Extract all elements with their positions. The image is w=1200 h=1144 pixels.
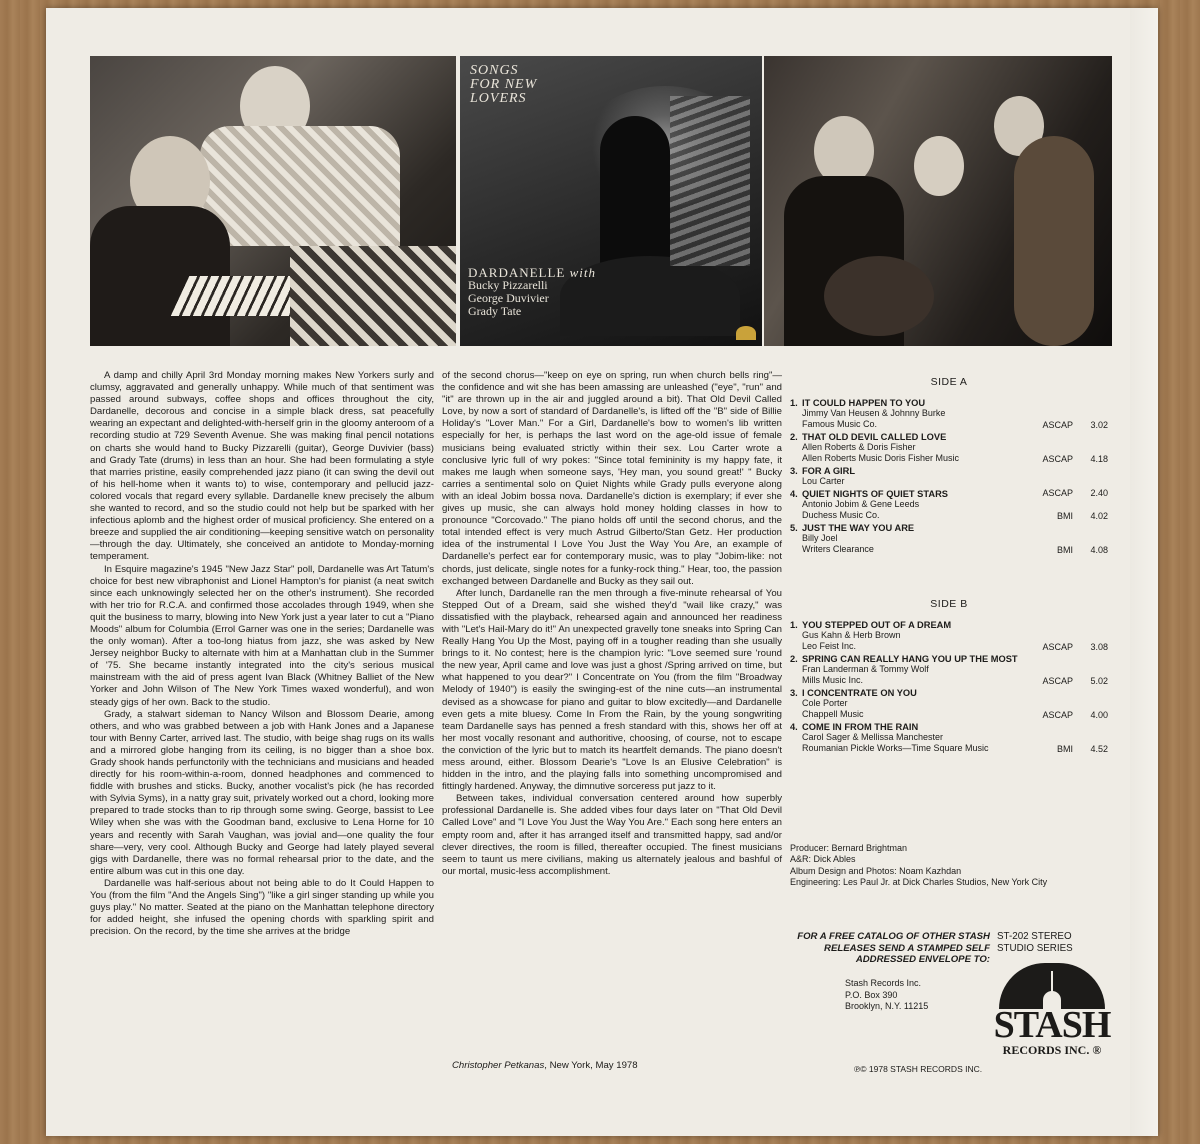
track-item: 1. IT COULD HAPPEN TO YOU Jimmy Van Heusen & Johnny Burke Famous Music Co. ASCAP 3.02 bbox=[790, 398, 1108, 430]
track-title: JUST THE WAY YOU ARE bbox=[802, 523, 915, 533]
track-publisher: Duchess Music Co. bbox=[802, 510, 880, 520]
track-title: QUIET NIGHTS OF QUIET STARS bbox=[802, 489, 948, 499]
track-license-time: BMI 4.02 bbox=[1056, 511, 1108, 521]
track-publisher: Leo Feist Inc. bbox=[802, 641, 857, 651]
track-title: SPRING CAN REALLY HANG YOU UP THE MOST bbox=[802, 654, 1018, 664]
notes-paragraph: Grady, a stalwart sideman to Nancy Wilson and Blossom Dearie, among others, and who was grabbed between a job with Hank Jones and a Japanese tour with Benny Carter, arrived last. The studio, with beige shag rugs on its walls and a mirrored globe hanging from its ceiling, is no bigger than a shoe box. Grady shook hands perfunctorily with the technicians and musicians and headed directly for his room-within-a-room, donned headphones and commenced to fiddle with brushes and sticks. Bucky, another vocalist's pick (he has recorded with Sylvia Syms), in a natty gray suit, privately worked out a chord, looking more prepared to trade stocks than to rip through some swing. George, bassist to Lee Wiley when she was with the Goodman band, exclusive to Lena Horne for 10 years and recently with Sarah Vaughan, was jovial and—one quality the four share—very, very cool. Although Bucky and George had lately played several gigs with Dardanelle, there was no formal rehearsal prior to the date, and the entire album was cut in this one day. bbox=[90, 708, 434, 877]
author-signature: Christopher Petkanas, New York, May 1978 bbox=[452, 1060, 638, 1071]
track-writers: Jimmy Van Heusen & Johnny Burke bbox=[802, 408, 946, 418]
track-item: 3. I CONCENTRATE ON YOU Cole Porter Chappell Music ASCAP 4.00 bbox=[790, 688, 1108, 720]
side-b-title: SIDE B bbox=[930, 598, 968, 610]
track-item: 3. FOR A GIRL Lou Carter ASCAP 2.40 bbox=[790, 466, 1108, 498]
track-writers: Gus Kahn & Herb Brown bbox=[802, 630, 901, 640]
track-item: 4. QUIET NIGHTS OF QUIET STARS Antonio Jobim & Gene Leeds Duchess Music Co. BMI 4.02 bbox=[790, 489, 1108, 521]
track-writers: Billy Joel bbox=[802, 533, 838, 543]
track-publisher: Allen Roberts Music Doris Fisher Music bbox=[802, 453, 960, 463]
track-writers: Carol Sager & Mellissa Manchester bbox=[802, 732, 944, 742]
photo-piano-session bbox=[90, 56, 456, 346]
track-license-time: ASCAP 4.18 bbox=[1042, 454, 1108, 464]
track-writers: Fran Landerman & Tommy Wolf bbox=[802, 664, 929, 674]
notes-paragraph: Between takes, individual conversation centered around how superbly professional Dardanelle is. She added vibes four days later on "That Old Devil Called Love" and "I Love You Just the Way You Are." Each song here enters an empty room and, after it has arranged itself and transmitted happy, sad and/or clever directives, the room is filled, thereafter occupied. The finest musicians seem to taunt us mere civilians, making us alternately jealous and bashful of our mortal, music-less accomplishment. bbox=[442, 793, 782, 877]
record-disc-icon bbox=[999, 963, 1105, 1009]
track-license-time: BMI 4.52 bbox=[1056, 744, 1108, 754]
track-title: COME IN FROM THE RAIN bbox=[802, 722, 919, 732]
track-license-time: ASCAP 3.08 bbox=[1042, 642, 1108, 652]
catalog-serial: ST-202 STEREO STUDIO SERIES bbox=[997, 931, 1073, 954]
track-license-time: BMI 4.08 bbox=[1056, 545, 1108, 555]
track-item: 5. JUST THE WAY YOU ARE Billy Joel Writers Clearance BMI 4.08 bbox=[790, 523, 1108, 555]
track-publisher: Writers Clearance bbox=[802, 544, 874, 554]
side-a-title: SIDE A bbox=[930, 376, 968, 388]
track-license-time: ASCAP 2.40 bbox=[1042, 488, 1108, 498]
notes-paragraph: Dardanelle was half-serious about not being able to do It Could Happen to You (from the film "And the Angels Sing") "like a girl singer standing up while you guys play." No matter. Seated at the piano on the Manhattan telephone directory for added height, she infused the opening chords with sparkling spirit and precision. On the record, by the time she arrives at the bridge bbox=[90, 877, 434, 938]
track-license-time: ASCAP 3.02 bbox=[1042, 420, 1108, 430]
photo-trio-session bbox=[764, 56, 1112, 346]
track-title: IT COULD HAPPEN TO YOU bbox=[802, 398, 926, 408]
album-cover-image bbox=[460, 56, 762, 346]
track-title: YOU STEPPED OUT OF A DREAM bbox=[802, 620, 952, 630]
track-title: THAT OLD DEVIL CALLED LOVE bbox=[802, 432, 947, 442]
track-item: 2. THAT OLD DEVIL CALLED LOVE Allen Roberts & Doris Fisher Allen Roberts Music Doris Fisher Music ASCAP 4.18 bbox=[790, 432, 1108, 464]
track-license-time: ASCAP 5.02 bbox=[1042, 676, 1108, 686]
track-publisher: Famous Music Co. bbox=[802, 419, 878, 429]
mailing-address: Stash Records Inc. P.O. Box 390 Brooklyn, N.Y. 11215 bbox=[845, 978, 929, 1011]
track-writers: Cole Porter bbox=[802, 698, 848, 708]
cover-title: SONGS FOR NEW LOVERS bbox=[470, 63, 538, 106]
notes-paragraph: A damp and chilly April 3rd Monday morning makes New Yorkers surly and clumsy, aggravated and generally unhappy. While much of that sentiment was passed around subways, coffee shops and offices throughout the city, Dardanelle, decorous and concise in a simple black dress, sat peacefully wearing an expectant and delighted-with-herself grin in the gloomy anteroom of a recording studio at 729 Seventh Avenue. She was making final pencil notations on charts she would hand to Bucky Pizzarelli (guitar), George Duvivier (bass) and Grady Tate (drums) in less than an hour. She had been formulating a style that marries pristine, easily comprehended jazz piano (it can swing the devil out of his hell-home when it wants to) to wise, contemporary and pellucid jazz-colored vocals that regard every syllable. Dardanelle knew precisely the album she wanted to record, and so the studio could not help but be sparked with her infectious aplomb and the highest order of musical proficiency. She entered on a breeze and supplied the air conditioning—keeping sensitive watch on personality—through the day. Ultimately, she conceived an antidote to Monday-morning temperament. bbox=[90, 370, 434, 563]
notes-paragraph: After lunch, Dardanelle ran the men through a five-minute rehearsal of You Stepped Out of a Dream, said she wished they'd "wail like crazy," was dissatisfied with the playback, rehearsed again and announced her readiness with "Let's Hail-Mary do it!" An unexpected gravelly tone sneaks into Spring Can Really Hang You Up the Most, paying off in a tougher reading than she usually brings to it. No contest; here is the champion lyric: "Love seemed sure 'round the new year, April came and love was just a ghost /Spring arrived on time, but what happened to you dear?" I Concentrate on You (from the film "Broadway Melody of 1940") is easily the swinging-est of the nine cuts—an instrumental devised as a showcase for piano and guitar to blow excitedly—and Dardanelle even gets a mite bluesy. Come In From the Rain, by the young songwriting team Dardanelle says has penned a fresh standard with this, shows her off at her most vocally resonant and authoritive, choosing, of course, not to escape the conviction of the lyric but to match its heartfelt demands. The piano doesn't mess around, either. Blossom Dearie's "Love Is an Elusive Celebration" is hidden in the intro, and the playing falls into something uncompromised and fittingly hardened. Anyway, the dimnutive sorceress put jazz to it. bbox=[442, 587, 782, 793]
side-a-tracklist bbox=[790, 376, 1108, 557]
liner-notes-column-2 bbox=[442, 370, 782, 878]
track-writers: Lou Carter bbox=[802, 476, 845, 486]
track-title: I CONCENTRATE ON YOU bbox=[802, 688, 917, 698]
track-license-time: ASCAP 4.00 bbox=[1042, 710, 1108, 720]
copyright-notice: ℗© 1978 STASH RECORDS INC. bbox=[854, 1064, 983, 1074]
stash-records-logo: STASH RECORDS INC. ® bbox=[991, 961, 1113, 1051]
track-item: 4. COME IN FROM THE RAIN Carol Sager & Mellissa Manchester Roumanian Pickle Works—Time Square Music BMI 4.52 bbox=[790, 722, 1108, 754]
notes-paragraph: of the second chorus—"keep on eye on spring, run when church bells ring"—the confidence and wit she has been amassing are unleashed ("eye", "run" and "it" are thrown up in the air and juggled around a bit). That Old Devil Called Love, by now a sort of standard of Dardanelle's, is lifted off the "B" side of Billie Holiday's "Lover Man." For a Girl, Dardanelle's bow to women's lib written especially for her, is perhaps the last word on the age-old issue of female musicians being evaluated strictly within their sex. Lou Carter wrote a conclusive lyric full of wry pokes: "Since total femininity is my happy fate, it makes me laugh when someone says, 'Hey man, you sound great!' " Bucky carries a sentimental solo on Quiet Nights while Grady pulls everyone along with an ideal Jobim bossa nova. Dardanelle's diction is exemplary; if ever she gives up music, she can always hold money holding classes in how to pronounce "Corcovado." The piano holds off until the second chorus, and the total intended effect is very much Astrud Gilberto/Stan Getz. Her production idea of the instrumental I Love You Just the Way You Are, an example of Dardanelle's perfect ear for contemporary music, was to play "Jobim-like: not chords, just delicate, single notes for a funky-rock thing." Hear, too, the passion exchanged between Dardanelle and Bucky as they sail out. bbox=[442, 370, 782, 587]
track-publisher: Mills Music Inc. bbox=[802, 675, 864, 685]
cover-stash-logo bbox=[736, 326, 756, 340]
side-b-tracklist bbox=[790, 598, 1108, 756]
catalog-offer: FOR A FREE CATALOG OF OTHER STASH RELEASES SEND A STAMPED SELF ADDRESSED ENVELOPE TO: bbox=[797, 931, 990, 965]
sleeve-edge bbox=[1130, 8, 1158, 1136]
track-item: 2. SPRING CAN REALLY HANG YOU UP THE MOST Fran Landerman & Tommy Wolf Mills Music Inc. ASCAP 5.02 bbox=[790, 654, 1108, 686]
production-credits: Producer: Bernard Brightman A&R: Dick Ables Album Design and Photos: Noam Kazhdan Engineering: Les Paul Jr. at Dick Charles Studios, New York City bbox=[790, 843, 1048, 887]
track-writers: Allen Roberts & Doris Fisher bbox=[802, 442, 916, 452]
record-sleeve bbox=[46, 8, 1158, 1136]
track-title: FOR A GIRL bbox=[802, 466, 856, 476]
track-writers: Antonio Jobim & Gene Leeds bbox=[802, 499, 920, 509]
track-publisher: Roumanian Pickle Works—Time Square Music bbox=[802, 743, 989, 753]
notes-paragraph: In Esquire magazine's 1945 "New Jazz Star" poll, Dardanelle was Art Tatum's choice for best new vibraphonist and Lionel Hampton's for pianist (a neat switch since each unknowingly selected her on the other's instrument). She recorded with her trio for R.C.A. and confirmed those accolades through 1949, when she quit the business to marry, blowing into New York just a year later to cut a "Piano Moods" album for Columbia (Errol Garner was one in the series; Dardanelle was the only woman). After a too-long hiatus from jazz, she was asked by New Jersey neighbor Bucky to alternate with him at a Manhattan club in the Summer of '75. She became instantly integrated into the city's serious musical mainstream with the aid of press agent Ivan Black (Whitney Balliet of the New Yorker and John Wilson of The New York Times waxed wonderful), and won steady gigs of her own. Back to the studio. bbox=[90, 563, 434, 708]
cover-artist-credits: DARDANELLE with Bucky Pizzarelli George Duvivier Grady Tate bbox=[468, 265, 597, 318]
liner-notes-column-1 bbox=[90, 370, 434, 938]
track-item: 1. YOU STEPPED OUT OF A DREAM Gus Kahn & Herb Brown Leo Feist Inc. ASCAP 3.08 bbox=[790, 620, 1108, 652]
track-publisher: Chappell Music bbox=[802, 709, 864, 719]
